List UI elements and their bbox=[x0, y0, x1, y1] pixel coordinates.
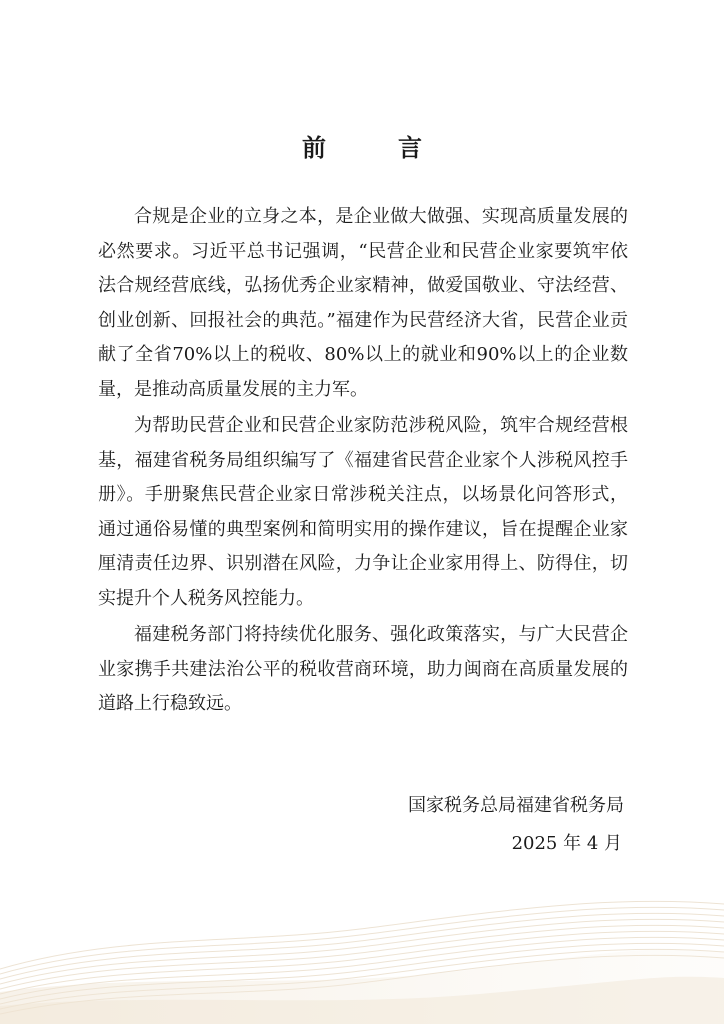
preface-body bbox=[98, 200, 628, 724]
paragraph-1: 合规是企业的立身之本，是企业做大做强、实现高质量发展的必然要求。习近平总书记强调，“民营企业和民营企业家要筑牢依法合规经营底线，弘扬优秀企业家精神，做爱国敬业、守法经营、创业创新、回报社会的典范。”福建作为民营经济大省，民营企业贡献了全省70%以上的税收、80%以上的就业和90%以上的企业数量，是推动高质量发展的主力军。 bbox=[98, 206, 628, 400]
page-title: 前 言 bbox=[302, 134, 446, 162]
paragraph-3: 福建税务部门将持续优化服务、强化政策落实，与广大民营企业家携手共建法治公平的税收营商环境，助力闽商在高质量发展的道路上行稳致远。 bbox=[98, 624, 628, 714]
signature-block bbox=[408, 787, 624, 863]
signature-organization: 国家税务总局福建省税务局 bbox=[408, 795, 624, 816]
decorative-wave-background bbox=[0, 874, 724, 1024]
paragraph-2: 为帮助民营企业和民营企业家防范涉税风险，筑牢合规经营根基，福建省税务局组织编写了《福建省民营企业家个人涉税风控手册》。手册聚焦民营企业家日常涉税关注点，以场景化问答形式，通过通俗易懂的典型案例和简明实用的操作建议，旨在提醒企业家厘清责任边界、识别潜在风险，力争让企业家用得上、防得住，切实提升个人税务风控能力。 bbox=[98, 415, 628, 609]
signature-date: 2025 年 4 月 bbox=[511, 833, 622, 854]
